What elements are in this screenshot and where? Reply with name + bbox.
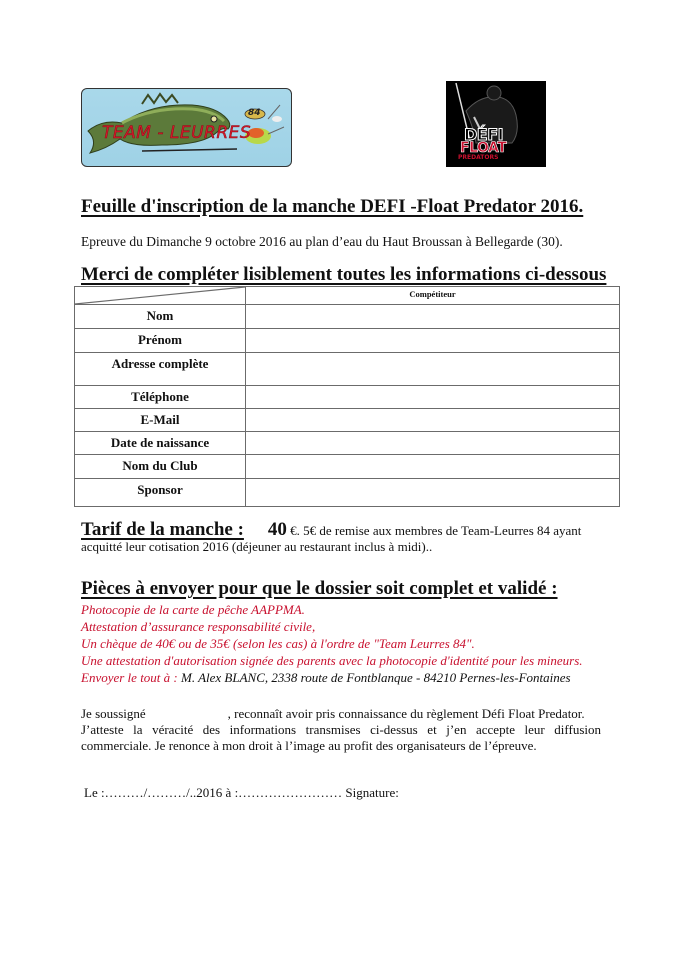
tarif-amount: 40: [267, 519, 287, 540]
tarif-label: Tarif de la manche :: [81, 519, 244, 540]
date-naissance-field[interactable]: [246, 432, 619, 454]
piece-item: Une attestation d'autorisation signée des parents avec la photocopie d'identité pour les mineurs.: [81, 653, 583, 668]
table-row: [75, 305, 620, 329]
sponsor-field[interactable]: [246, 479, 619, 506]
email-field-cell[interactable]: [246, 409, 620, 432]
column-header-competiteur: Compétiteur: [246, 287, 620, 305]
telephone-field[interactable]: [246, 386, 619, 408]
team-leurres-logo: [81, 88, 292, 167]
piece-item: Attestation d’assurance responsabilité civile,: [81, 619, 316, 634]
defi-logo-line1: DÉFI: [464, 125, 504, 144]
declaration: [81, 706, 601, 754]
row-label-prenom: Prénom: [75, 329, 246, 353]
row-label-club: Nom du Club: [75, 455, 246, 479]
defi-float-predator-logo: [446, 81, 546, 167]
send-label: Envoyer le tout à :: [81, 670, 181, 685]
declaration-paragraph-1: [81, 706, 601, 722]
team-leurres-badge: 84: [248, 108, 261, 118]
diagonal-line: [75, 287, 245, 304]
pieces-title: Pièces à envoyer pour que le dossier soit complet et validé :: [81, 578, 558, 599]
page-title: Feuille d'inscription de la manche DEFI -Float Predator 2016.: [81, 196, 584, 217]
nom-field[interactable]: [246, 305, 619, 328]
send-address: M. Alex BLANC, 2338 route de Fontblanque - 84210 Pernes-les-Fontaines: [181, 670, 571, 685]
table-row: [75, 329, 620, 353]
adresse-field-cell[interactable]: [246, 353, 620, 386]
table-header-row: [75, 287, 620, 305]
club-field[interactable]: [246, 455, 619, 478]
date-naissance-field-cell[interactable]: [246, 432, 620, 455]
row-label-sponsor: Sponsor: [75, 479, 246, 507]
prenom-field[interactable]: [246, 329, 619, 352]
defi-logo-line3: PREDATORS: [458, 154, 499, 161]
registration-table: [74, 286, 620, 507]
table-row: [75, 353, 620, 386]
row-label-nom: Nom: [75, 305, 246, 329]
nom-field-cell[interactable]: [246, 305, 620, 329]
declaration-part2: , reconnaît avoir pris connaissance du règlement Défi Float Predator.: [227, 706, 585, 721]
defi-logo-line2: FLOAT: [460, 140, 507, 156]
declaration-paragraph-2: J’atteste la véracité des informations transmises ci-dessus et j’en accepte leur diffusion commerciale. Je renonce à mon droit à l’image au profit des organisateurs de l’épreuve.: [81, 722, 601, 753]
tarif-section: [81, 519, 601, 555]
sponsor-field-cell[interactable]: [246, 479, 620, 507]
signature-line: Le :………/………/..2016 à :…………………… Signature:: [84, 785, 399, 800]
table-row: [75, 432, 620, 455]
piece-item: Un chèque de 40€ ou de 35€ (selon les cas) à l'ordre de "Team Leurres 84".: [81, 636, 475, 651]
telephone-field-cell[interactable]: [246, 386, 620, 409]
piece-item: Photocopie de la carte de pêche AAPPMA.: [81, 602, 305, 617]
row-label-date-naissance: Date de naissance: [75, 432, 246, 455]
diagonal-header-cell: [75, 287, 246, 305]
row-label-telephone: Téléphone: [75, 386, 246, 409]
club-field-cell[interactable]: [246, 455, 620, 479]
row-label-adresse: Adresse complète: [75, 353, 246, 386]
adresse-field[interactable]: [246, 353, 619, 385]
table-row: [75, 409, 620, 432]
row-label-email: E-Mail: [75, 409, 246, 432]
team-leurres-logo-text: TEAM - LEURRES: [102, 123, 252, 143]
table-row: [75, 386, 620, 409]
declaration-part1: Je soussigné: [81, 706, 146, 721]
pieces-list: [81, 601, 611, 686]
email-field[interactable]: [246, 409, 619, 431]
table-row: [75, 479, 620, 507]
send-to-line: [81, 669, 611, 686]
tarif-text: €. 5€ de remise aux membres de Team-Leurres 84 ayant acquitté leur cotisation 2016 (déjeuner au restaurant inclus à midi)..: [81, 523, 582, 554]
prenom-field-cell[interactable]: [246, 329, 620, 353]
event-description: Epreuve du Dimanche 9 octobre 2016 au plan d’eau du Haut Broussan à Bellegarde (30).: [81, 234, 563, 249]
table-row: [75, 455, 620, 479]
instructions-title: Merci de compléter lisiblement toutes les informations ci-dessous: [81, 264, 607, 285]
